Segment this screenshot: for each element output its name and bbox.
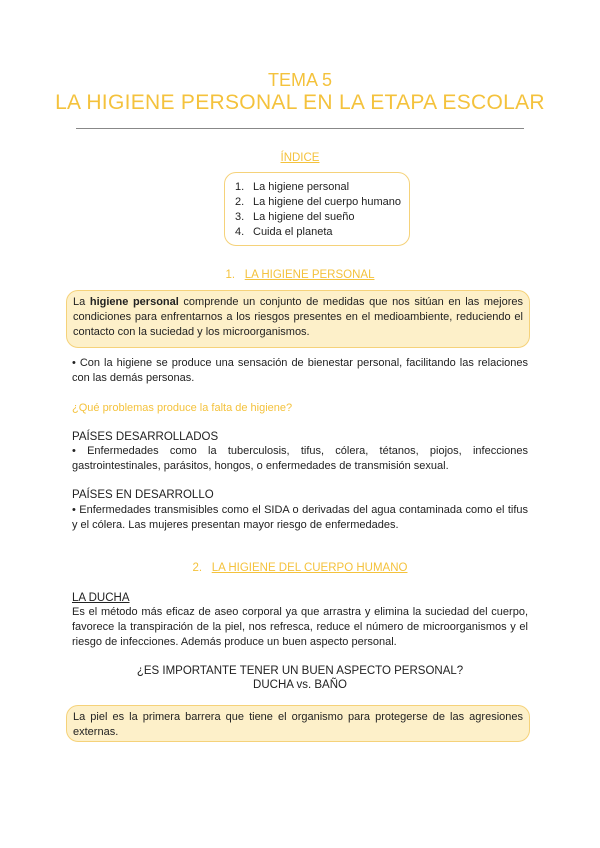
divider <box>76 128 524 129</box>
section-2-heading: 2. LA HIGIENE DEL CUERPO HUMANO <box>192 562 408 574</box>
definition-box: La higiene personal comprende un conjunto de medidas que nos sitúan en las mejores condiciones para enfrentarnos a los riesgos presentes en el medioambiente, reduciendo el contacto con la suciedad y los microorganismos. <box>66 290 530 348</box>
developing-heading: PAÍSES EN DESARROLLO <box>72 489 214 501</box>
tema-label: TEMA 5 <box>267 70 333 90</box>
index-heading: ÍNDICE <box>280 152 320 164</box>
developing-text: • Enfermedades transmisibles como el SIDA o derivadas del agua contaminada como el tifus y el cólera. Las mujeres presentan mayor riesgo de enfermedades. <box>72 504 528 531</box>
section-1-heading: 1. LA HIGIENE PERSONAL <box>225 269 375 281</box>
question-heading: ¿Qué problemas produce la falta de higiene? <box>72 402 293 414</box>
page-title: LA HIGIENE PERSONAL EN LA ETAPA ESCOLAR <box>55 91 545 114</box>
toc-item[interactable]: 3. La higiene del sueño <box>235 211 355 223</box>
aspect-question: ¿ES IMPORTANTE TENER UN BUEN ASPECTO PERSONAL? <box>136 665 464 677</box>
developed-text: • Enfermedades como la tuberculosis, tifus, cólera, tétanos, piojos, infecciones gastrointestinales, parásitos, hongos, o enfermedades de transmisión sexual. <box>72 445 528 472</box>
toc-item[interactable]: 1. La higiene personal <box>235 181 350 193</box>
ducha-text: Es el método más eficaz de aseo corporal ya que arrastra y elimina la suciedad del cuerpo, favorece la transpiración de la piel, nos refresca, reduce el número de microorganismos y el riesgo de infecciones. Además produce un buen aspecto personal. <box>72 606 528 648</box>
table-of-contents <box>224 172 410 246</box>
skin-box: La piel es la primera barrera que tiene el organismo para protegerse de las agresiones externas. <box>66 705 530 742</box>
bullet-text: • Con la higiene se produce una sensación de bienestar personal, facilitando las relaciones con las demás personas. <box>72 357 528 384</box>
ducha-heading: LA DUCHA <box>72 592 130 604</box>
toc-item[interactable]: 2. La higiene del cuerpo humano <box>235 196 402 208</box>
developed-heading: PAÍSES DESARROLLADOS <box>72 431 219 443</box>
ducha-vs-bano: DUCHA vs. BAÑO <box>253 679 347 691</box>
toc-item[interactable]: 4. Cuida el planeta <box>235 226 333 238</box>
